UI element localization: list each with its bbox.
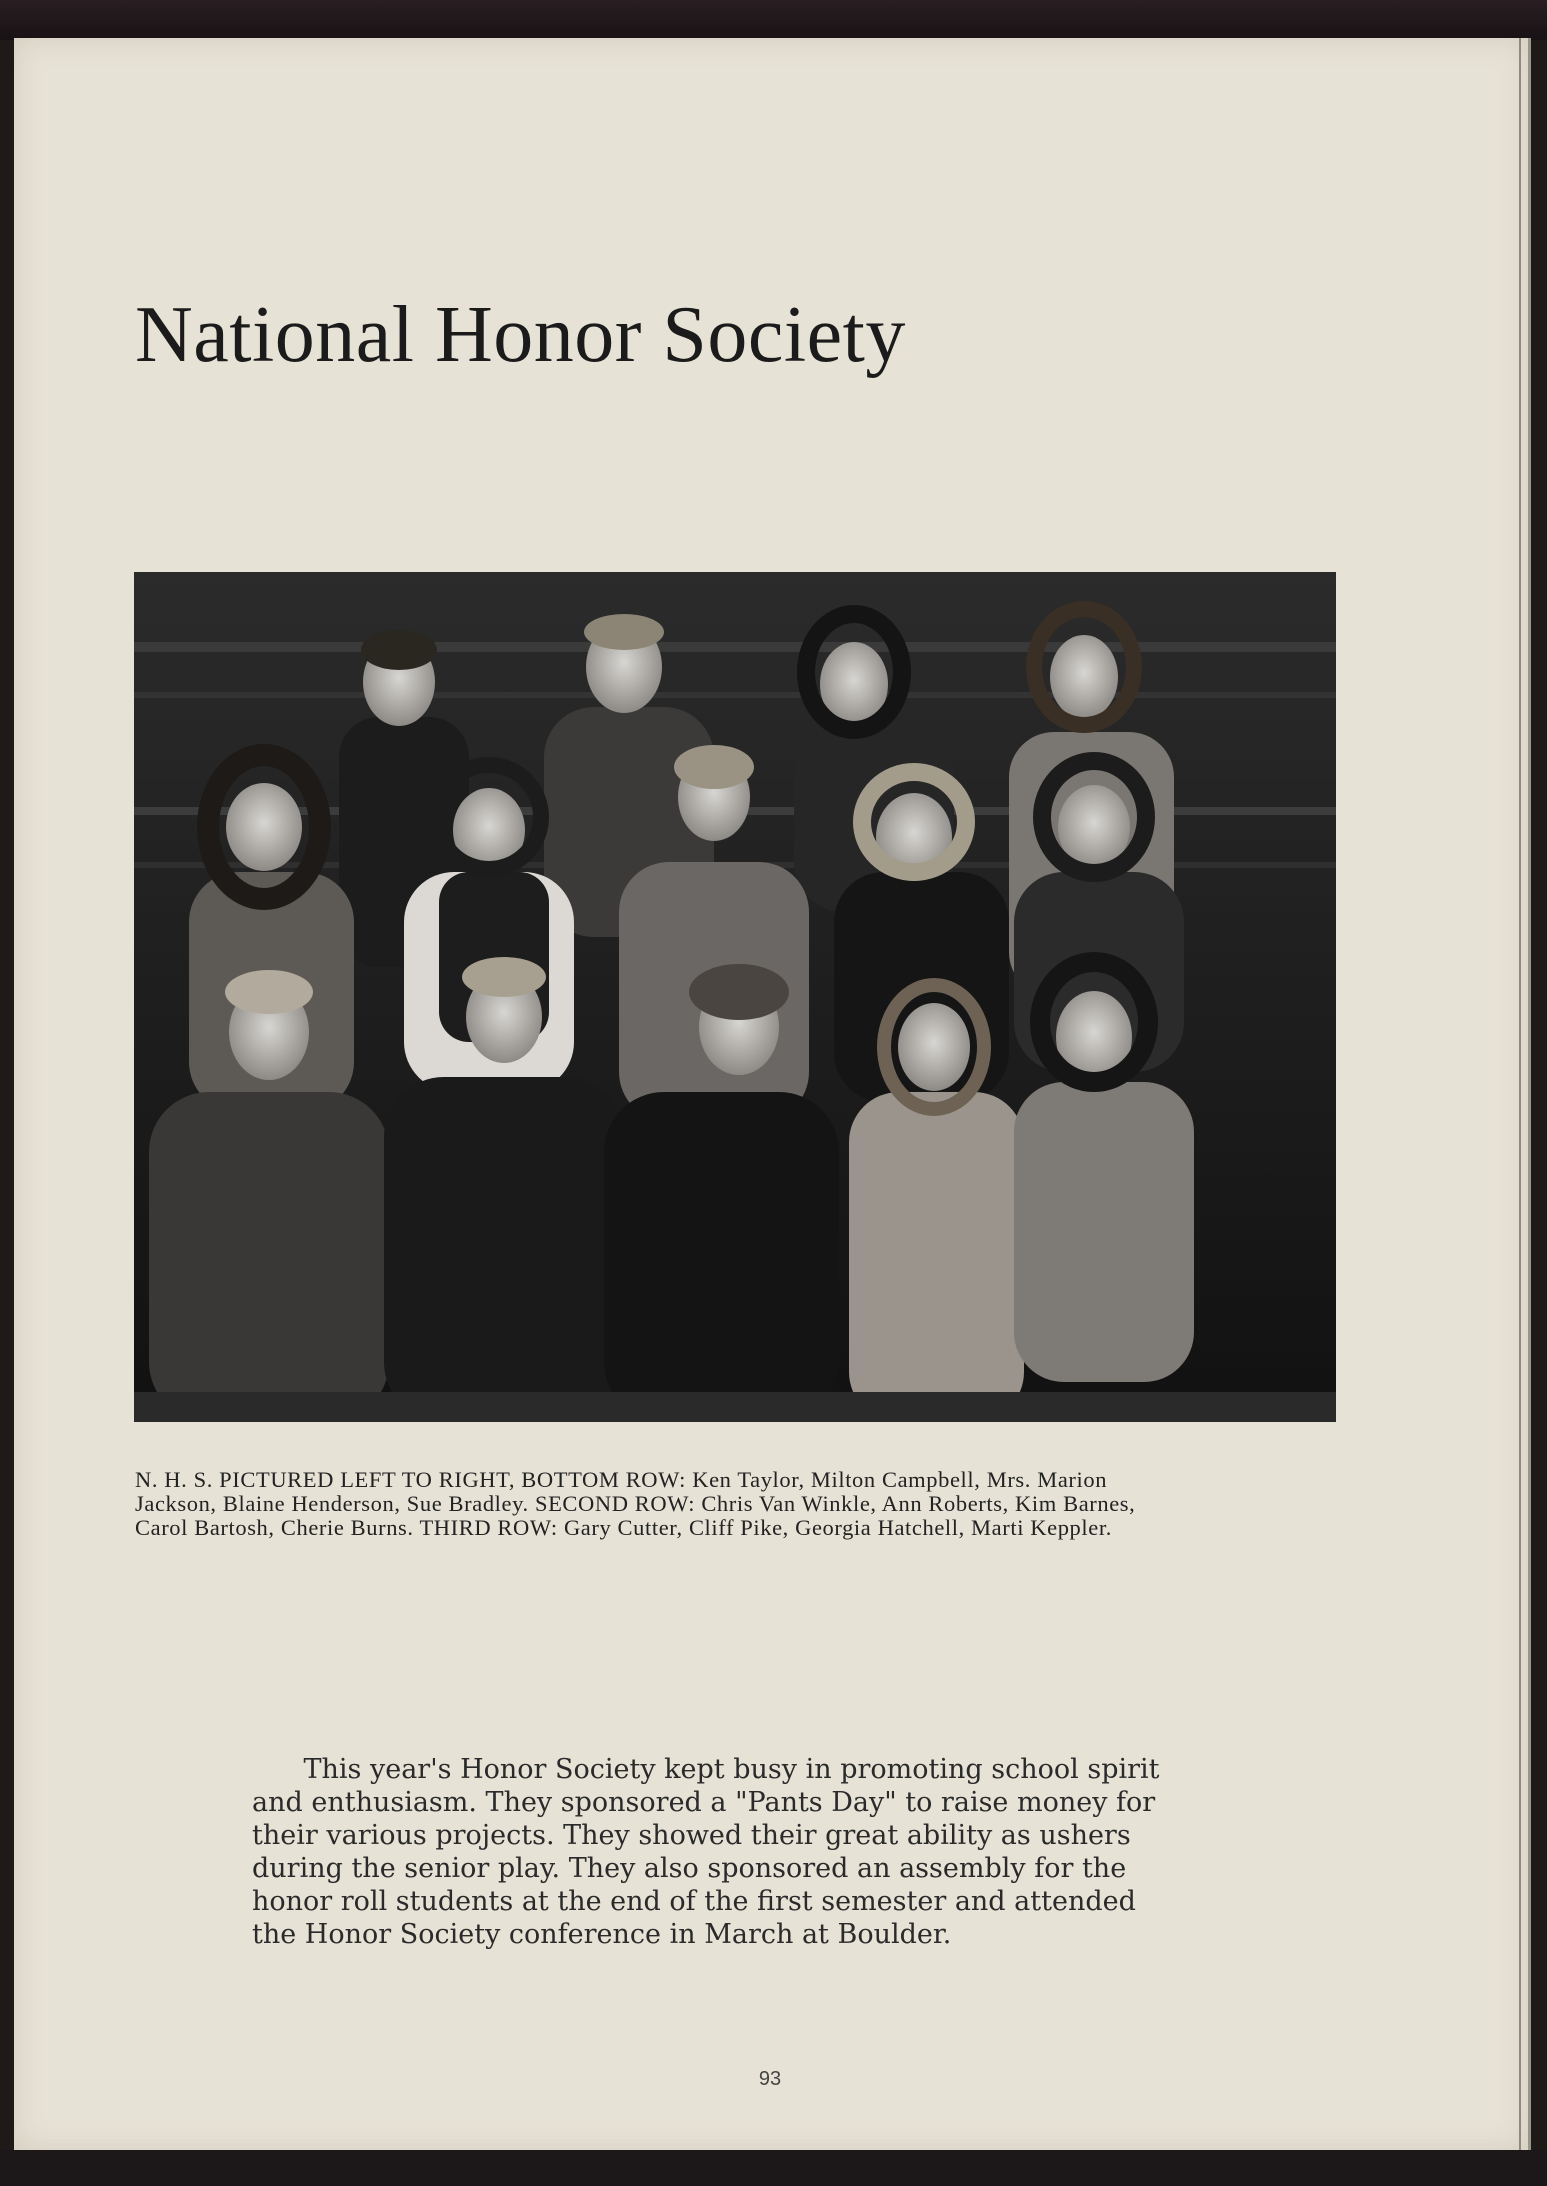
page-number: 93 xyxy=(758,2068,782,2090)
body-paragraph xyxy=(252,1753,1252,1951)
body-line: This year's Honor Society kept busy in promoting school spirit xyxy=(252,1754,1160,1785)
body-line: their various projects. They showed their great ability as ushers xyxy=(252,1820,1131,1851)
body-line: and enthusiasm. They sponsored a "Pants Day" to raise money for xyxy=(252,1787,1156,1818)
body-line: during the senior play. They also sponsored an assembly for the xyxy=(252,1853,1127,1884)
scan-bottom-border xyxy=(0,2150,1547,2186)
group-photo-icon xyxy=(134,572,1336,1422)
body-line: honor roll students at the end of the first semester and attended xyxy=(252,1886,1136,1917)
caption-line: Jackson, Blaine Henderson, Sue Bradley. SECOND ROW: Chris Van Winkle, Ann Roberts, Kim Barnes, xyxy=(135,1491,1136,1516)
caption-line: N. H. S. PICTURED LEFT TO RIGHT, BOTTOM ROW: Ken Taylor, Milton Campbell, Mrs. Marion xyxy=(135,1467,1108,1492)
page-title: National Honor Society xyxy=(135,291,906,379)
body-line: the Honor Society conference in March at Boulder. xyxy=(252,1919,952,1950)
photo-caption xyxy=(135,1468,1345,1540)
page-edge xyxy=(1519,38,1521,2150)
scan-top-border xyxy=(0,0,1547,40)
caption-line: Carol Bartosh, Cherie Burns. THIRD ROW: Gary Cutter, Cliff Pike, Georgia Hatchell, Marti Keppler. xyxy=(135,1515,1112,1540)
group-photo xyxy=(134,572,1336,1422)
